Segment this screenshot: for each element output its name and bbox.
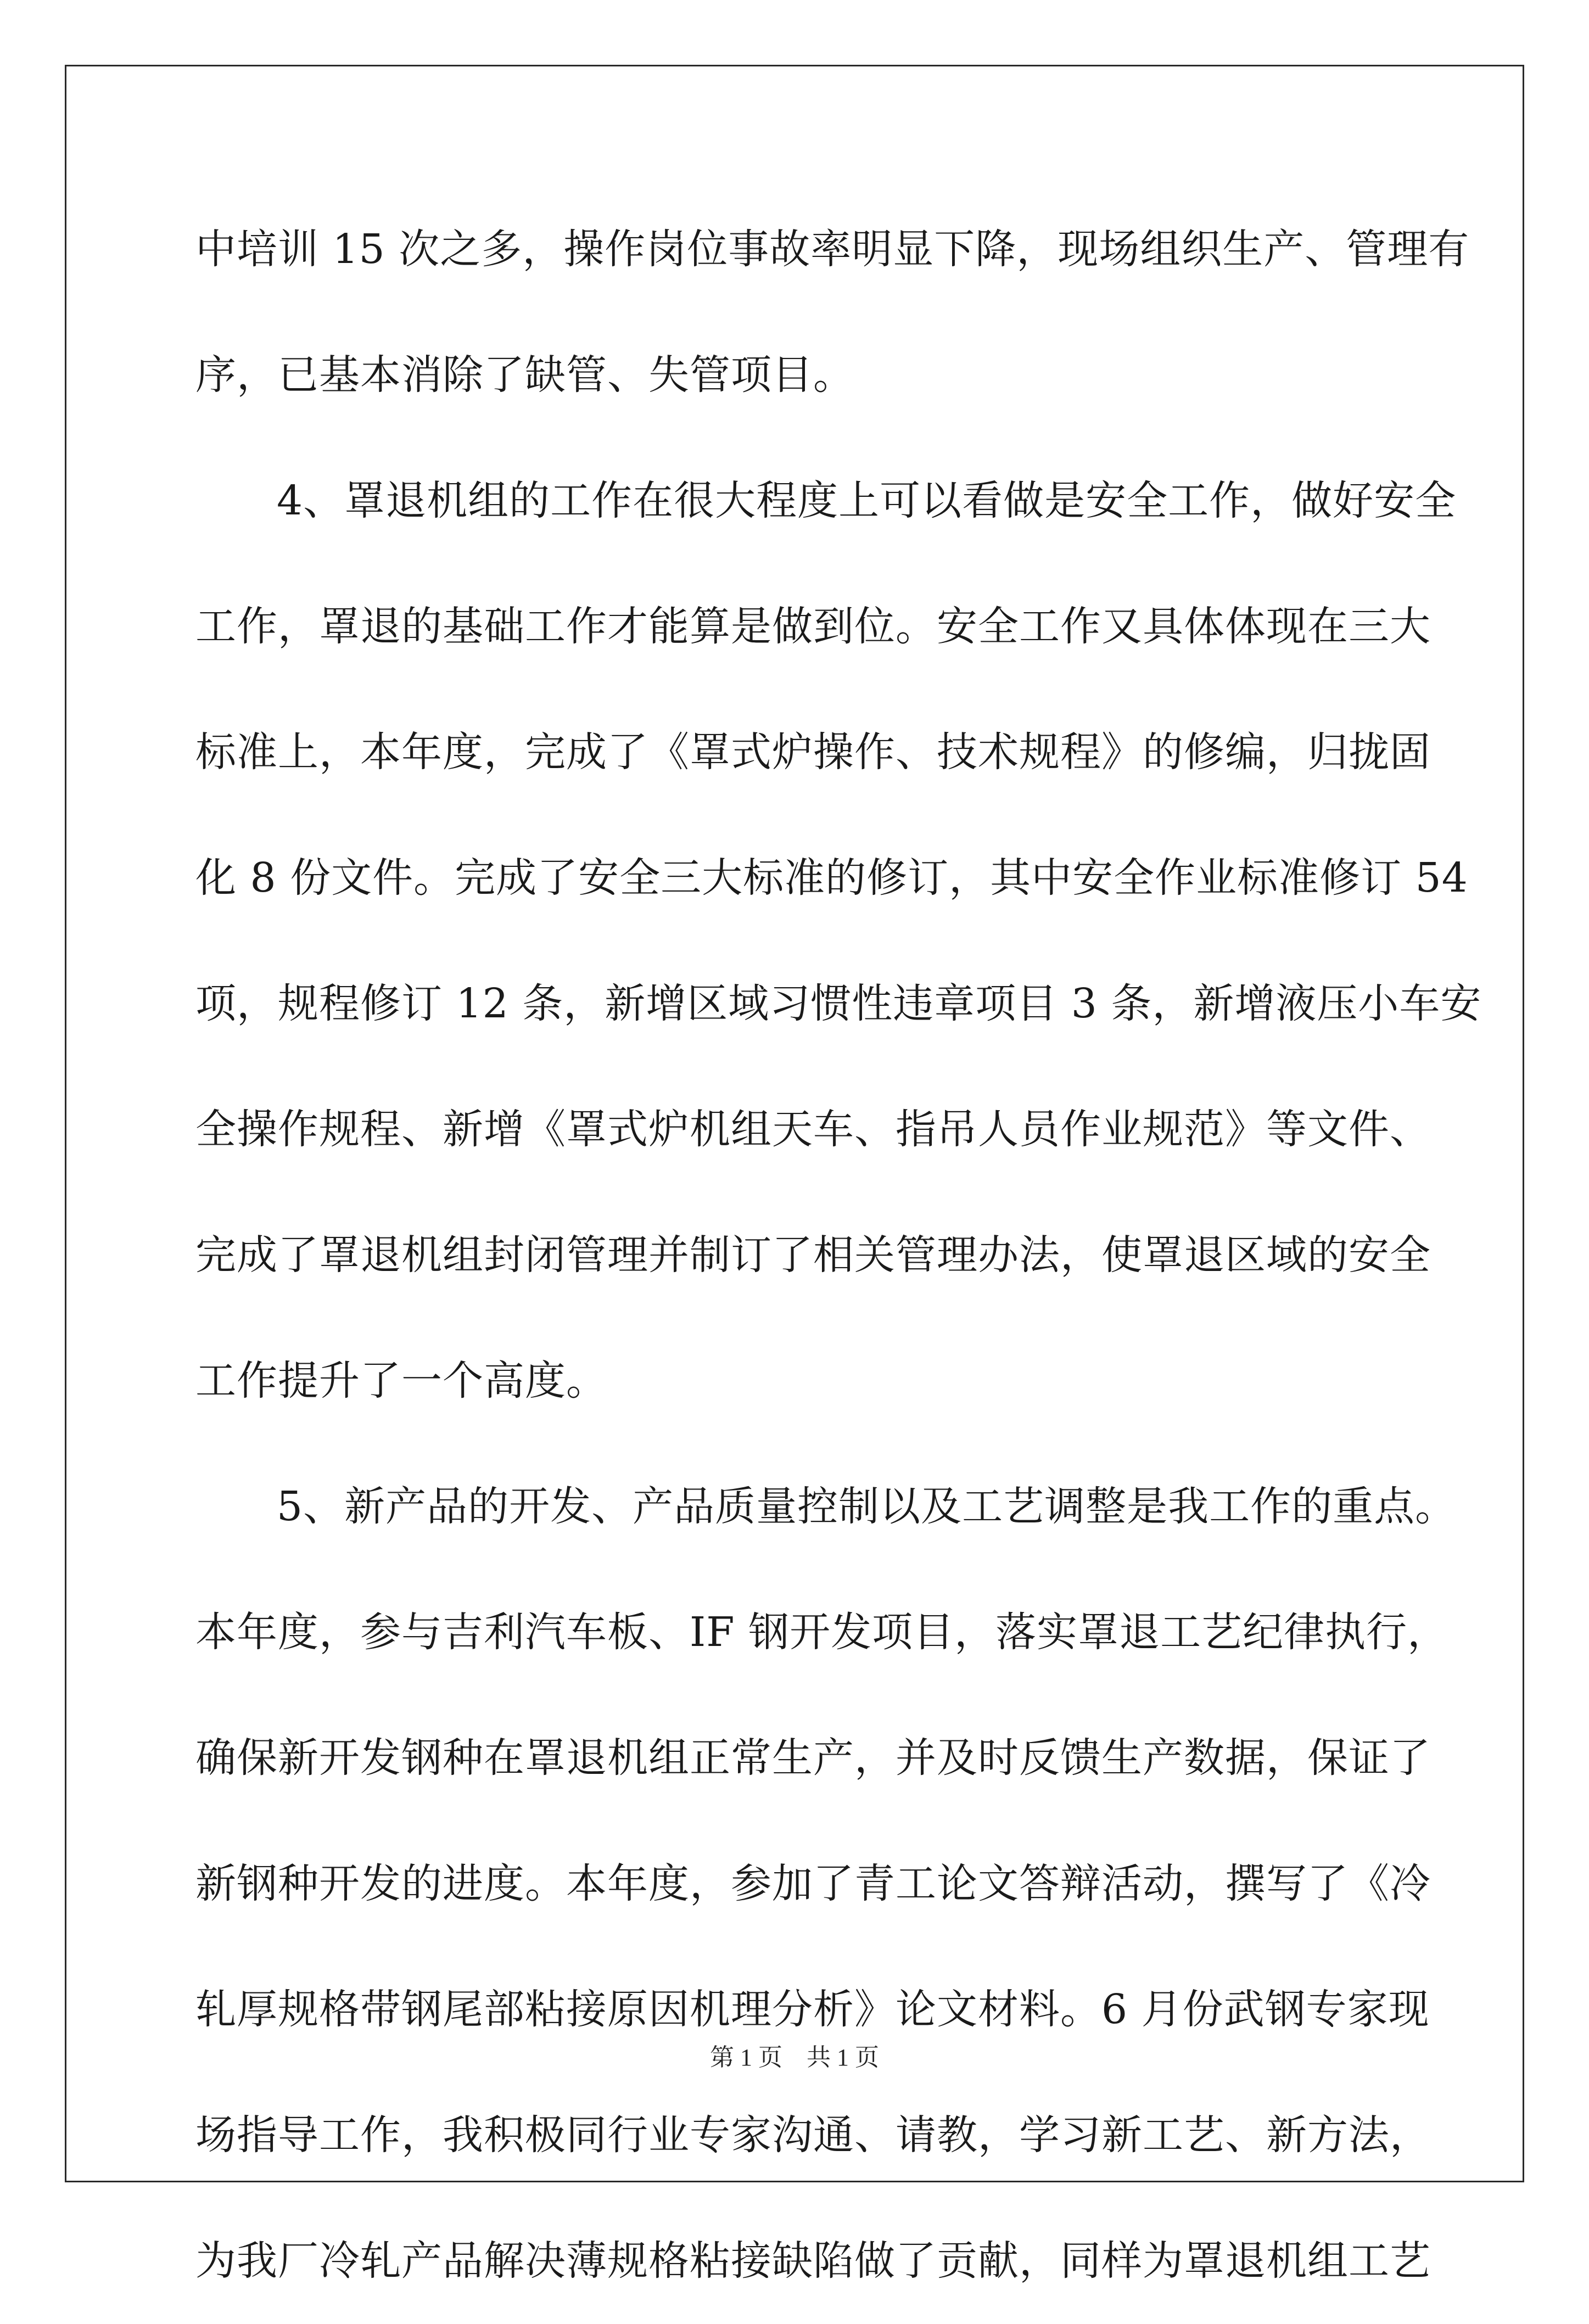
paragraph-start-line: 4、罩退机组的工作在很大程度上可以看做是安全工作，做好安全 [277, 477, 1457, 524]
document-body [195, 187, 1482, 2324]
text-line: 本年度，参与吉利汽车板、IF 钢开发项目，落实罩退工艺纪律执行， [195, 1609, 1449, 1656]
text-line: 工作，罩退的基础工作才能算是做到位。安全工作又具体体现在三大 [195, 603, 1431, 650]
text-line: 化 8 份文件。完成了安全三大标准的修订，其中安全作业标准修订 54 [195, 854, 1468, 901]
text-line: 为我厂冷轧产品解决薄规格粘接缺陷做了贡献，同样为罩退机组工艺 [195, 2237, 1431, 2284]
text-line: 工作提升了一个高度。 [195, 1357, 607, 1404]
text-line: 标准上，本年度，完成了《罩式炉操作、技术规程》的修编，归拢固 [195, 729, 1431, 776]
page-number-footer: 第 1 页 共 1 页 [710, 2044, 879, 2071]
text-line: 场指导工作，我积极同行业专家沟通、请教，学习新工艺、新方法， [195, 2112, 1431, 2159]
text-line: 序，已基本消除了缺管、失管项目。 [195, 351, 854, 399]
text-line: 确保新开发钢种在罩退机组正常生产，并及时反馈生产数据，保证了 [195, 1734, 1431, 1782]
text-line: 新钢种开发的进度。本年度，参加了青工论文答辩活动，撰写了《冷 [195, 1860, 1431, 1907]
text-line: 轧厚规格带钢尾部粘接原因机理分析》论文材料。6 月份武钢专家现 [195, 1986, 1430, 2033]
text-line: 完成了罩退机组封闭管理并制订了相关管理办法，使罩退区域的安全 [195, 1231, 1431, 1279]
text-line: 全操作规程、新增《罩式炉机组天车、指吊人员作业规范》等文件、 [195, 1106, 1431, 1153]
paragraph-start-line: 5、新产品的开发、产品质量控制以及工艺调整是我工作的重点。 [277, 1483, 1457, 1530]
text-line: 中培训 15 次之多，操作岗位事故率明显下降，现场组织生产、管理有 [195, 226, 1470, 273]
text-line: 项，规程修订 12 条，新增区域习惯性违章项目 3 条，新增液压小车安 [195, 980, 1482, 1027]
